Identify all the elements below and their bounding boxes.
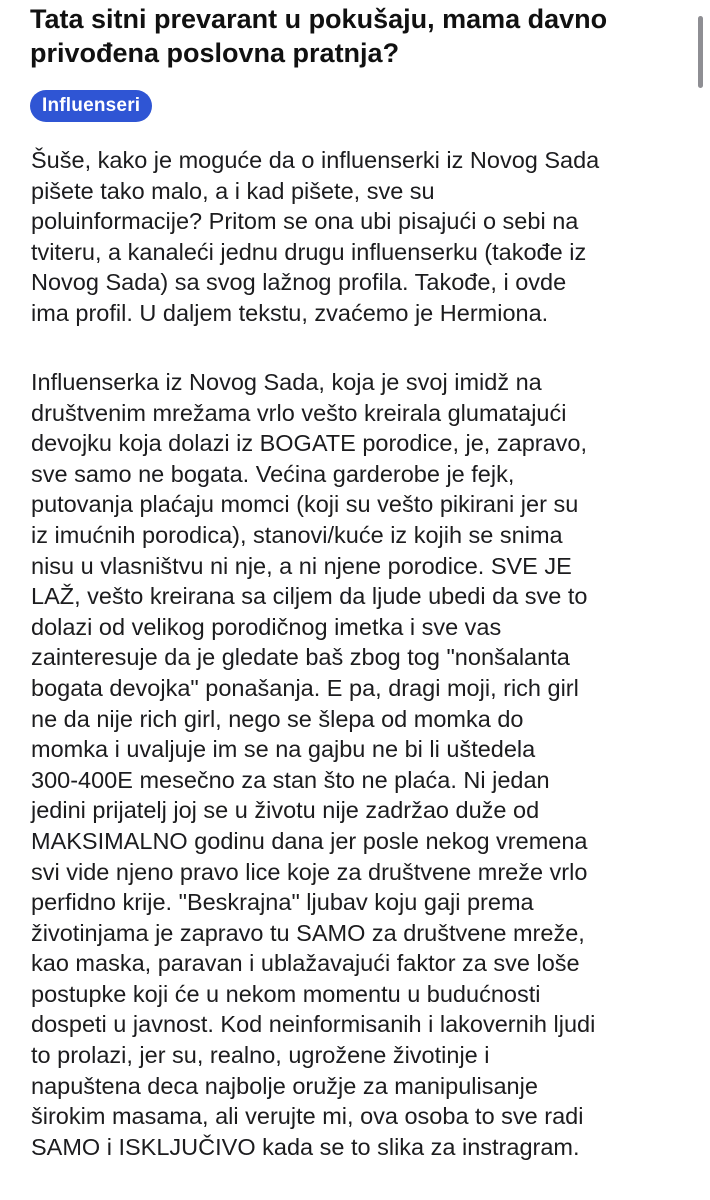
paragraph-line: kao maska, paravan i ublažavajući faktor za sve loše xyxy=(31,950,580,977)
paragraph-line: Influenserka iz Novog Sada, koja je svoj imidž na xyxy=(31,369,542,395)
paragraph-line: ne da nije rich girl, nego se šlepa od momka do xyxy=(31,705,524,732)
paragraph-line: širokim masama, ali verujte mi, ova osoba to sve radi xyxy=(31,1103,584,1130)
paragraph-line: društvenim mrežama vrlo vešto kreirala glumatajući xyxy=(31,399,567,426)
paragraph-line: tviteru, a kanalеći jednu drugu influenserku (takođe iz xyxy=(31,238,587,265)
paragraph-line: MAKSIMALNO godinu dana jer posle nekog vremena xyxy=(31,827,588,854)
paragraph-line: jedini prijatelj joj se u životu nije zadržao duže od xyxy=(31,797,540,824)
paragraph-line: bogata devojka" ponašanja. E pa, dragi moji, rich girl xyxy=(31,674,579,701)
post-title xyxy=(30,2,670,70)
post-title-line: Tata sitni prevarant u pokušaju, mama davno xyxy=(30,4,608,34)
post-paragraph-1 xyxy=(31,145,691,329)
paragraph-line: Novog Sada) sa svog lažnog profila. Takođe, i ovde xyxy=(31,269,567,296)
paragraph-line: ima profil. U daljem tekstu, zvaćemo je Hermiona. xyxy=(31,299,549,326)
paragraph-line: LAŽ, vešto kreirana sa ciljem da ljude ubedi da sve to xyxy=(31,583,588,610)
paragraph-line: Šuše, kako je moguće da o influenserki iz Novog Sada xyxy=(31,147,600,173)
paragraph-line: iz imućnih porodica), stanovi/kuće iz kojih se snima xyxy=(31,521,563,548)
paragraph-line: postupke koji će u nekom momentu u budućnosti xyxy=(31,980,541,1007)
paragraph-line: momka i uvaljuje im se na gajbu ne bi li uštedela xyxy=(31,736,536,763)
paragraph-line: pišete tako malo, a i kad pišete, sve su xyxy=(31,177,435,204)
paragraph-line: dolazi od velikog porodičnog imetka i sve vas xyxy=(31,613,502,640)
post-paragraph-2 xyxy=(31,367,691,1162)
paragraph-line: poluinformacije? Pritom se ona ubi pisajući o sebi na xyxy=(31,208,579,235)
paragraph-line: sve samo ne bogata. Većina garderobe je fejk, xyxy=(31,460,515,487)
category-badge[interactable]: Influenseri xyxy=(30,90,152,122)
paragraph-line: 300-400E mesečno za stan što ne plaća. Ni jedan xyxy=(31,766,550,793)
scrollbar-thumb[interactable] xyxy=(698,16,703,88)
paragraph-line: napuštena deca najbolje oružje za manipulisanje xyxy=(31,1072,538,1099)
paragraph-line: svi vide njeno pravo lice koje za društvene mreže vrlo xyxy=(31,858,588,885)
paragraph-line: životinjama je zapravo tu SAMO za društvene mreže, xyxy=(31,919,585,946)
paragraph-line: devojku koja dolazi iz BOGATE porodice, je, zapravo, xyxy=(31,430,588,457)
paragraph-line: dospeti u javnost. Kod neinformisanih i lakovernih ljudi xyxy=(31,1011,596,1038)
paragraph-line: SAMO i ISKLJUČIVO kada se to slika za instragram. xyxy=(31,1133,580,1160)
paragraph-line: to prolazi, jer su, realno, ugrožene životinje i xyxy=(31,1042,490,1069)
paragraph-line: zainteresuje da je gledate baš zbog tog "nonšalanta xyxy=(31,644,570,671)
post-title-line: privođena poslovna pratnja? xyxy=(30,38,400,68)
paragraph-line: perfidno krije. "Beskrajna" ljubav koju gaji prema xyxy=(31,889,534,916)
paragraph-line: putovanja plaćaju momci (koji su vešto pikirani jer su xyxy=(31,491,579,518)
paragraph-line: nisu u vlasništvu ni nje, a ni njene porodice. SVE JE xyxy=(31,552,572,579)
